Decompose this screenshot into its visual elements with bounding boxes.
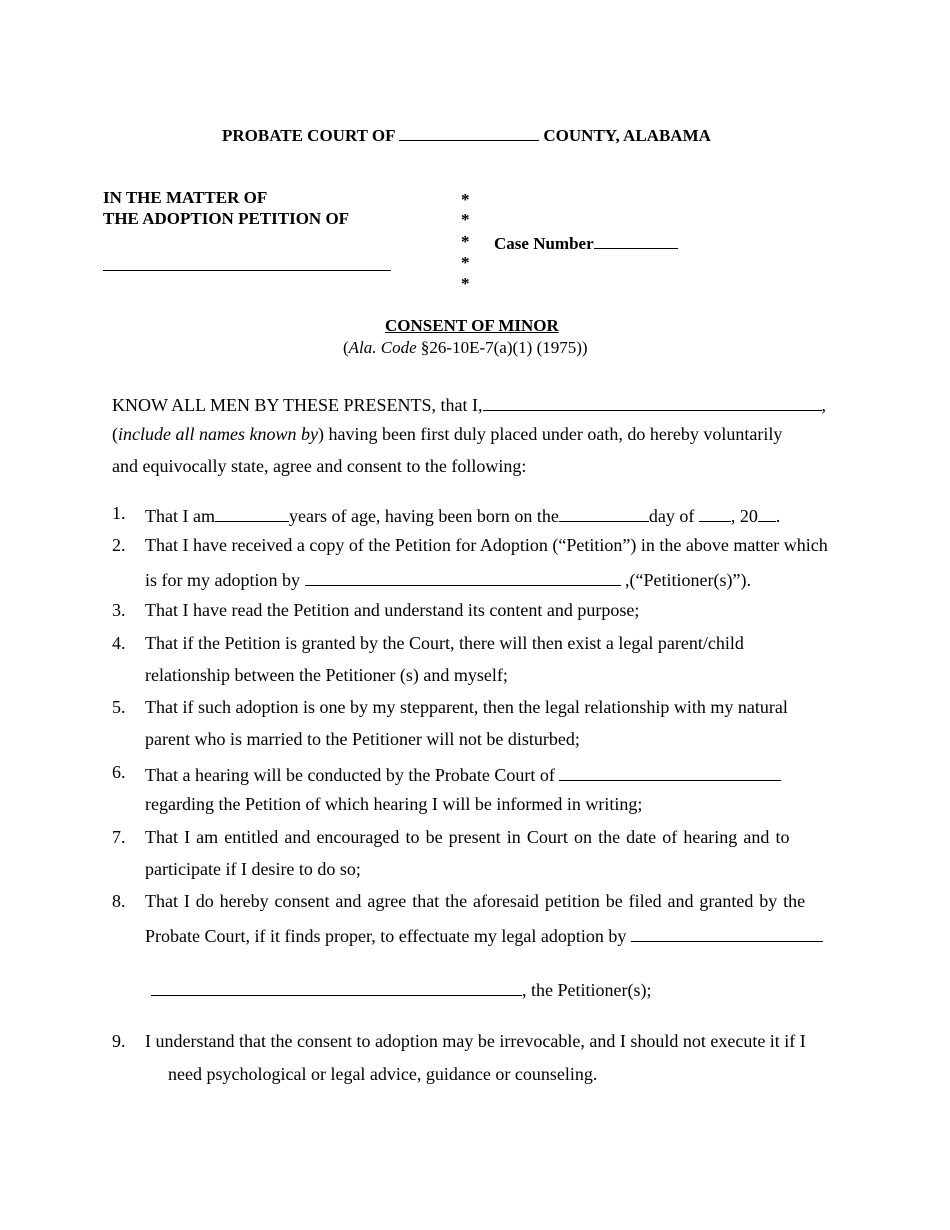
item-1-text: That I am xyxy=(145,506,215,526)
item-number: 5. xyxy=(112,697,126,717)
item-6-text: That a hearing will be conducted by the Probate Court of xyxy=(145,765,555,785)
item-7-line1: That I am entitled and encouraged to be present in Court on the date of hearing and to xyxy=(145,827,790,847)
intro-prefix: KNOW ALL MEN BY THESE PRESENTS, that I, xyxy=(112,395,483,415)
citation-rest: §26-10E-7(a)(1) (1975)) xyxy=(420,338,588,357)
item-8-text: , the Petitioner(s); xyxy=(522,980,652,1000)
caption-star: * xyxy=(461,232,470,251)
citation-open: ( xyxy=(343,338,349,357)
birth-month-blank[interactable] xyxy=(699,503,731,522)
item-2-line1: That I have received a copy of the Petition for Adoption (“Petition”) in the above matter which xyxy=(145,535,828,555)
item-1-text: years of age, having been born on the xyxy=(288,506,559,526)
item-number: 1. xyxy=(112,503,126,523)
court-suffix: COUNTY, ALABAMA xyxy=(543,126,711,145)
item-6-line1 xyxy=(145,762,781,786)
item-2-text: ,(“Petitioner(s)”). xyxy=(625,570,751,590)
age-blank[interactable] xyxy=(215,503,289,522)
intro-line2 xyxy=(112,424,782,445)
item-number: 8. xyxy=(112,891,126,911)
document-title: CONSENT OF MINOR xyxy=(385,316,559,335)
caption-star: * xyxy=(461,274,470,293)
item-5-line2: parent who is married to the Petitioner will not be disturbed; xyxy=(145,729,580,749)
item-4-line2: relationship between the Petitioner (s) and myself; xyxy=(145,665,508,685)
case-number-blank[interactable] xyxy=(594,231,678,249)
item-1-text: , 20 xyxy=(730,506,758,526)
item-3: That I have read the Petition and understand its content and purpose; xyxy=(145,600,640,620)
item-1-text: . xyxy=(775,506,781,526)
item-8-line3 xyxy=(151,977,651,1001)
item-number: 3. xyxy=(112,600,126,620)
item-5-line1: That if such adoption is one by my stepparent, then the legal relationship with my natural xyxy=(145,697,788,717)
item-number: 4. xyxy=(112,633,126,653)
county-blank[interactable] xyxy=(399,123,539,141)
item-4-line1: That if the Petition is granted by the Court, there will then exist a legal parent/child xyxy=(145,633,744,653)
case-number xyxy=(494,231,678,254)
intro-rest: ) having been first duly placed under oath, do hereby voluntarily xyxy=(317,424,783,444)
item-number: 2. xyxy=(112,535,126,555)
item-2-text: is for my adoption by xyxy=(145,570,300,590)
petitioner-name-blank[interactable] xyxy=(103,254,391,271)
caption-line2: THE ADOPTION PETITION OF xyxy=(103,209,350,228)
court-heading xyxy=(222,123,711,146)
intro-line1 xyxy=(112,392,826,416)
item-1 xyxy=(145,503,780,527)
caption-line1: IN THE MATTER OF xyxy=(103,188,268,207)
item-number: 6. xyxy=(112,762,126,782)
intro-line3: and equivocally state, agree and consent to the following: xyxy=(112,456,527,476)
item-9-line1: I understand that the consent to adoption may be irrevocable, and I should not execute it if I xyxy=(145,1031,806,1051)
item-6-line2: regarding the Petition of which hearing I will be informed in writing; xyxy=(145,794,643,814)
intro-comma: , xyxy=(821,395,827,415)
item-number: 9. xyxy=(112,1031,126,1051)
item-8-text: Probate Court, if it finds proper, to effectuate my legal adoption by xyxy=(145,926,627,946)
caption-star: * xyxy=(461,210,470,229)
case-number-label: Case Number xyxy=(494,234,594,253)
item-7-line2: participate if I desire to do so; xyxy=(145,859,361,879)
citation-code: Ala. Code xyxy=(348,338,417,357)
adopting-petitioner-blank[interactable] xyxy=(305,567,621,586)
birth-day-blank[interactable] xyxy=(559,503,649,522)
court-prefix: PROBATE COURT OF xyxy=(222,126,395,145)
birth-year-blank[interactable] xyxy=(758,503,776,522)
caption-star: * xyxy=(461,190,470,209)
item-9-line2: need psychological or legal advice, guidance or counseling. xyxy=(168,1064,598,1084)
statute-citation xyxy=(343,338,588,358)
item-2-line2 xyxy=(145,567,751,591)
item-1-text: day of xyxy=(648,506,695,526)
probate-court-county-blank[interactable] xyxy=(559,762,781,781)
adoption-by-blank[interactable] xyxy=(631,923,823,942)
intro-paren: ( xyxy=(112,424,118,444)
minor-name-blank[interactable] xyxy=(483,392,822,411)
intro-italic: include all names known by xyxy=(118,424,318,444)
caption-star: * xyxy=(461,253,470,272)
petitioner-names-blank[interactable] xyxy=(151,977,522,996)
item-number: 7. xyxy=(112,827,126,847)
item-8-line2 xyxy=(145,923,823,947)
item-8-line1: That I do hereby consent and agree that the aforesaid petition be filed and granted by the xyxy=(145,891,806,911)
